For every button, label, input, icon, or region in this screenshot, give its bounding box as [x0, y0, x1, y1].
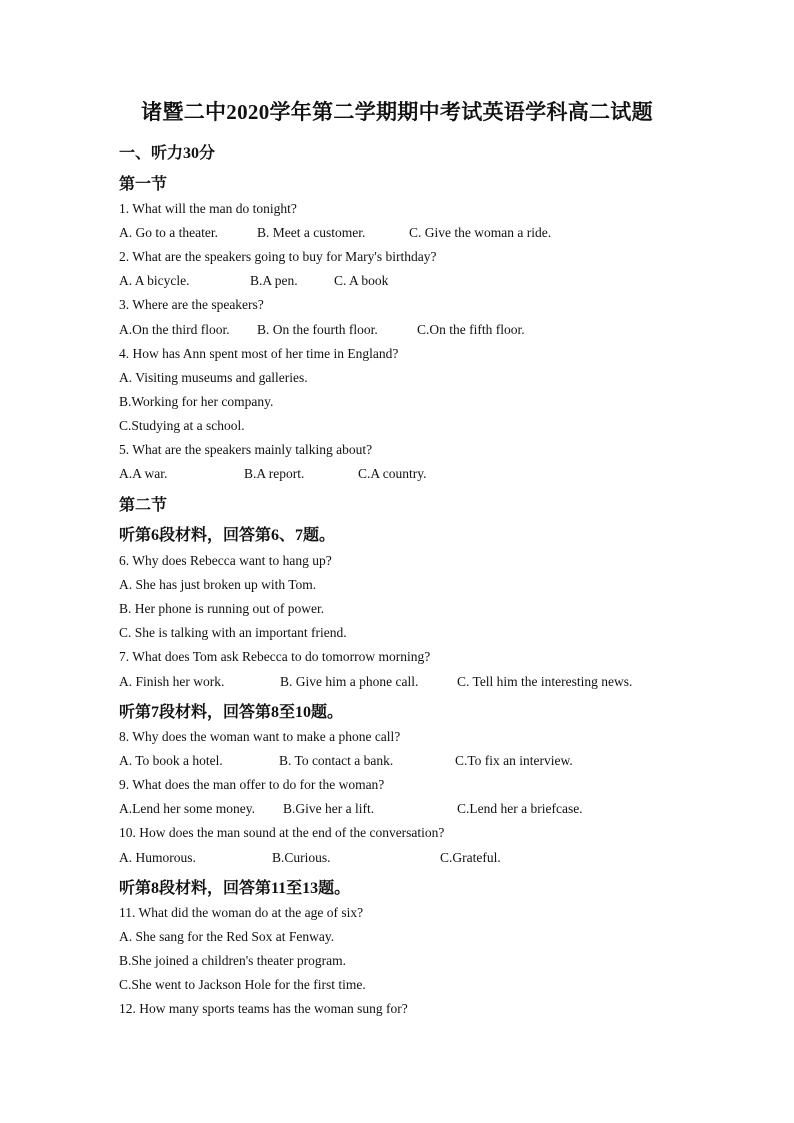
part-heading-2: 第二节	[119, 497, 168, 514]
q7-option-a: A. Finish her work.	[119, 674, 225, 689]
q11-option-a: A. She sang for the Red Sox at Fenway.	[119, 929, 335, 944]
question-1: 1. What will the man do tonight?	[119, 201, 297, 216]
question-5: 5. What are the speakers mainly talking about?	[119, 442, 373, 457]
q9-option-b: B.Give her a lift.	[283, 801, 375, 816]
question-7: 7. What does Tom ask Rebecca to do tomorrow morning?	[119, 649, 431, 664]
q2-option-b: B.A pen.	[250, 273, 298, 288]
question-9: 9. What does the man offer to do for the woman?	[119, 777, 385, 792]
q5-option-b: B.A report.	[244, 466, 305, 481]
passage-7-heading: 听第7段材料，回答第8至10题。	[119, 704, 344, 721]
q1-option-a: A. Go to a theater.	[119, 225, 218, 240]
q4-option-a: A. Visiting museums and galleries.	[119, 370, 308, 385]
q7-option-b: B. Give him a phone call.	[280, 674, 419, 689]
exam-title: 诸暨二中2020学年第二学期期中考试英语学科高二试题	[141, 100, 653, 124]
q11-option-b: B.She joined a children's theater program.	[119, 953, 346, 968]
passage-6-heading: 听第6段材料，回答第6、7题。	[119, 527, 336, 544]
question-12: 12. How many sports teams has the woman sung for?	[119, 1001, 408, 1016]
question-6: 6. Why does Rebecca want to hang up?	[119, 553, 332, 568]
q1-option-b: B. Meet a customer.	[257, 225, 366, 240]
q10-option-c: C.Grateful.	[440, 850, 501, 865]
q10-option-a: A. Humorous.	[119, 850, 196, 865]
question-3: 3. Where are the speakers?	[119, 297, 264, 312]
question-11: 11. What did the woman do at the age of six?	[119, 905, 364, 920]
q3-option-a: A.On the third floor.	[119, 322, 230, 337]
question-10: 10. How does the man sound at the end of the conversation?	[119, 825, 445, 840]
q10-option-b: B.Curious.	[272, 850, 331, 865]
q6-option-a: A. She has just broken up with Tom.	[119, 577, 317, 592]
q3-option-c: C.On the fifth floor.	[417, 322, 525, 337]
q9-option-c: C.Lend her a briefcase.	[457, 801, 583, 816]
q8-option-c: C.To fix an interview.	[455, 753, 573, 768]
q3-option-b: B. On the fourth floor.	[257, 322, 378, 337]
q4-option-b: B.Working for her company.	[119, 394, 274, 409]
section-heading-listening: 一、听力30分	[119, 145, 216, 162]
question-4: 4. How has Ann spent most of her time in England?	[119, 346, 399, 361]
q4-option-c: C.Studying at a school.	[119, 418, 245, 433]
q6-option-b: B. Her phone is running out of power.	[119, 601, 325, 616]
part-heading-1: 第一节	[119, 176, 168, 193]
q8-option-b: B. To contact a bank.	[279, 753, 394, 768]
q6-option-c: C. She is talking with an important friend.	[119, 625, 347, 640]
q9-option-a: A.Lend her some money.	[119, 801, 255, 816]
q5-option-c: C.A country.	[358, 466, 427, 481]
q1-option-c: C. Give the woman a ride.	[409, 225, 552, 240]
q7-option-c: C. Tell him the interesting news.	[457, 674, 633, 689]
question-8: 8. Why does the woman want to make a phone call?	[119, 729, 401, 744]
q8-option-a: A. To book a hotel.	[119, 753, 223, 768]
passage-8-heading: 听第8段材料，回答第11至13题。	[119, 880, 351, 897]
q2-option-c: C. A book	[334, 273, 389, 288]
question-2: 2. What are the speakers going to buy for Mary's birthday?	[119, 249, 437, 264]
q2-option-a: A. A bicycle.	[119, 273, 190, 288]
q11-option-c: C.She went to Jackson Hole for the first time.	[119, 977, 366, 992]
q5-option-a: A.A war.	[119, 466, 168, 481]
